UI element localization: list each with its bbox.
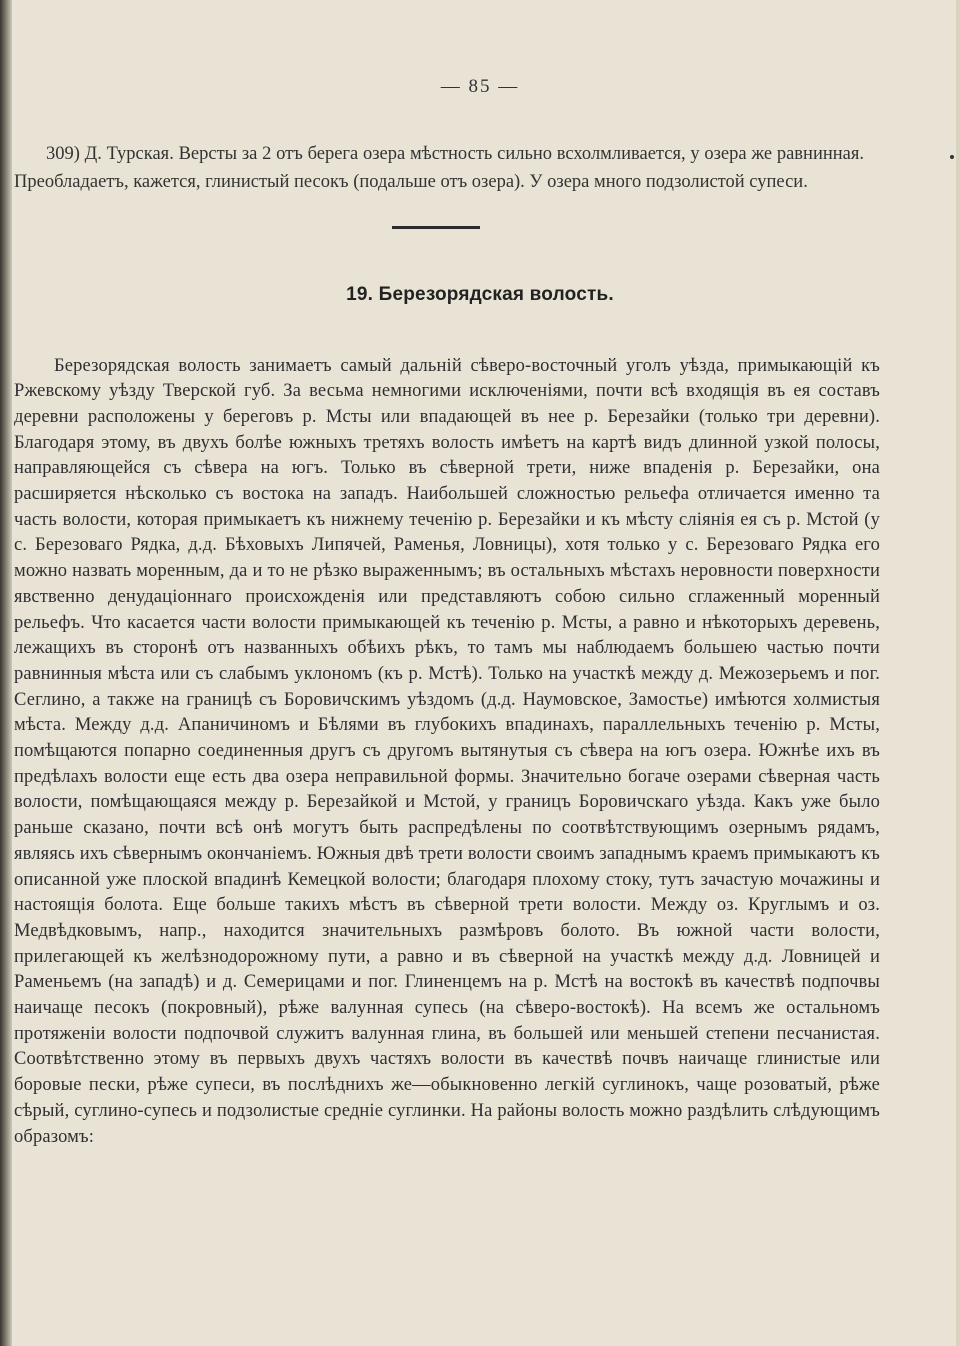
paper-speck <box>950 155 954 159</box>
page-binding-edge <box>0 0 12 1346</box>
section-title: 19. Березорядская волость. <box>346 284 614 305</box>
page-number: — 85 — <box>440 76 520 97</box>
section-body-paragraph: Березорядская волость занимаетъ самый дальній сѣверо-восточный уголъ уѣзда, примыкающій къ Ржевскому уѣзду Тверской губ. За весьма немногими исключеніями, почти всѣ входящія въ ея составъ деревни расположены у береговъ р. Мсты или впадающей въ нее р. Березайки (только три деревни). Благодаря этому, въ двухъ болѣе южныхъ третяхъ волость имѣетъ на картѣ видъ длинной узкой полосы, направляющейся съ сѣвера на югъ. Только въ сѣверной трети, ниже впаденія р. Березайки, она расширяется нѣсколько съ востока на западъ. Наибольшей сложностью рельефа отличается именно та часть волости, которая примыкаетъ къ нижнему теченію р. Березайки и къ мѣсту сліянія ея съ р. Мстой (у с. Березоваго Рядка, д.д. Бѣховыхъ Липячей, Раменья, Ловницы), хотя только у с. Березоваго Рядка его можно назвать моренным, да и то не рѣзко выраженнымъ; въ остальныхъ мѣстахъ неровности поверхности явственно денудаціоннаго происхожденія или представляютъ собою сильно сглаженный моренный рельефъ. Что касается части волости примыкающей къ теченію р. Мсты, а равно и нѣкоторыхъ деревень, лежащихъ въ сторонѣ отъ названныхъ обѣихъ рѣкъ, то тамъ мы наблюдаемъ большею частью почти равнинныя мѣста или съ слабымъ уклономъ (къ р. Мстѣ). Только на участкѣ между д. Межозерьемъ и пог. Сеглино, а также на границѣ съ Боровичскимъ уѣздомъ (д.д. Наумовское, Замостье) имѣются холмистыя мѣста. Между д.д. Апаничиномъ и Бѣлями въ глубокихъ впадинахъ, параллельныхъ теченію р. Мсты, помѣщаются попарно соединенныя другъ съ другомъ вытянутыя съ сѣвера на югъ озера. Южнѣе ихъ въ предѣлахъ волости еще есть два озера неправильной формы. Значительно богаче озерами сѣверная часть волости, помѣщающаяся между р. Березайкой и Мстой, у границъ Боровичскаго уѣзда. Какъ уже было раньше сказано, почти всѣ онѣ могутъ быть распредѣлены по соотвѣтствующимъ озернымъ рядамъ, являясь ихъ сѣвернымъ окончаніемъ. Южныя двѣ трети волости своимъ западнымъ краемъ примыкаютъ къ описанной уже плоской впадинѣ Кемецкой волости; благодаря плохому стоку, тутъ зачастую мочажины и настоящія болота. Еще больше такихъ мѣстъ въ сѣверной трети волости. Между оз. Круглымъ и оз. Медвѣдковымъ, напр., находится значительныхъ размѣровъ болото. Въ южной части волости, прилегающей къ желѣзнодорожному пути, а равно и въ сѣверной на участкѣ между д.д. Ловницей и Раменьемъ (на западѣ) и д. Семерицами и пог. Глиненцемъ на р. Мстѣ на востокѣ въ качествѣ подпочвы наичаще песокъ (покровный), рѣже валунная супесь (на сѣверо-востокѣ). На всемъ же остальномъ протяженіи волости подпочвой служитъ валунная глина, въ большей или меньшей степени песчанистая. Соотвѣтственно этому въ первыхъ двухъ частяхъ волости въ качествѣ почвъ наичаще глинистые или боровые пески, рѣже супеси, въ послѣднихъ же—обыкновенно легкій суглинокъ, чаще розоватый, рѣже сѣрый, суглино-супесь и подзолистые средніе суглинки. На районы волость можно раздѣлить слѣдующимъ образомъ: <box>14 355 880 1147</box>
entry-309-paragraph: 309) Д. Турская. Версты за 2 отъ берега озера мѣстность сильно всхолмливается, у озера же равнинная. Преобладаетъ, кажется, глинистый песокъ (подальше отъ озера). У озера много подзолистой супеси. <box>14 143 864 192</box>
section-divider <box>392 226 480 229</box>
page-right-edge <box>956 0 960 1346</box>
